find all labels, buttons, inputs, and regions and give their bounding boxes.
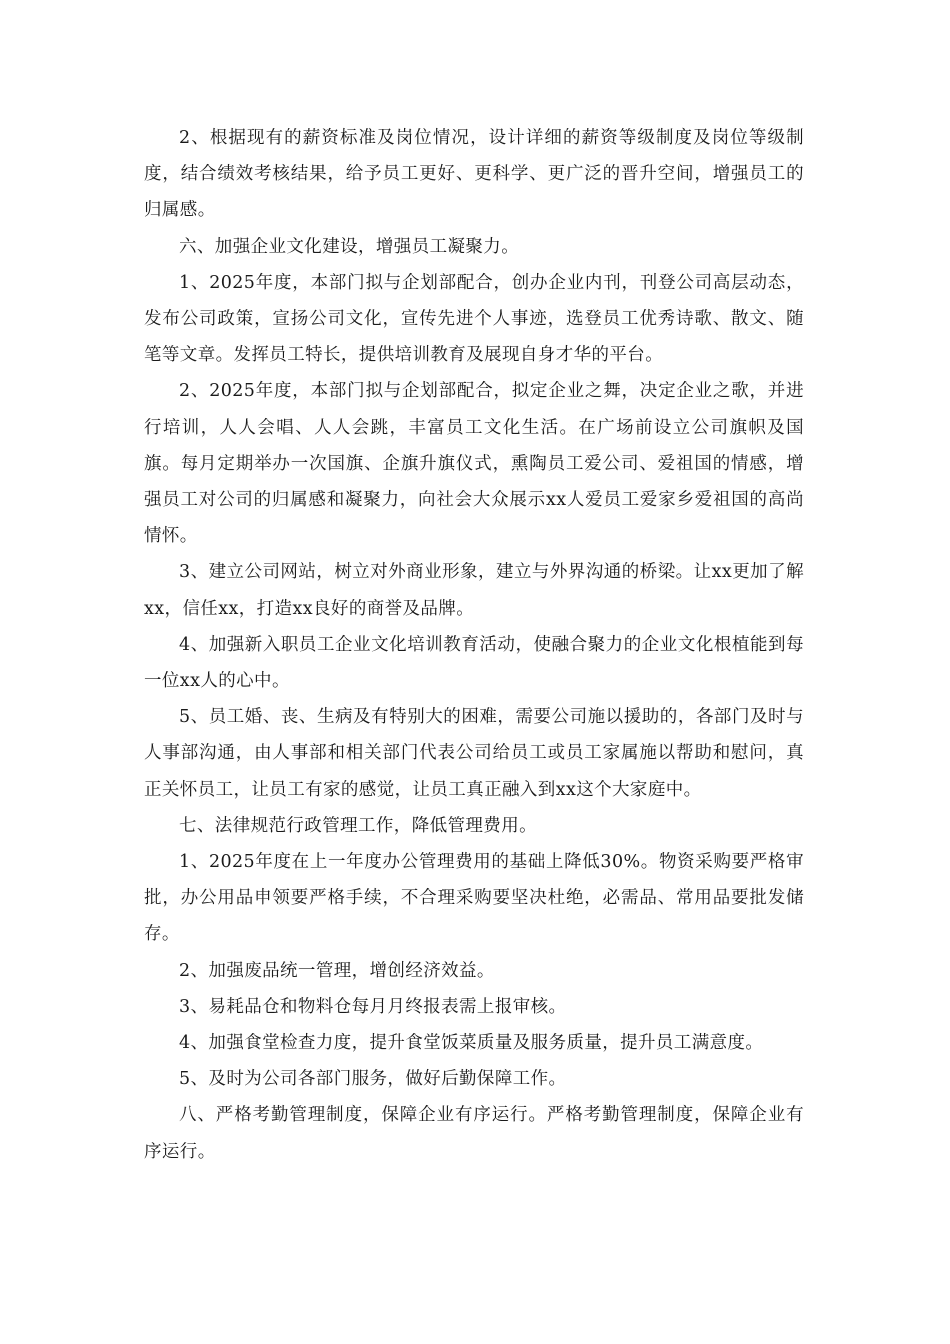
paragraph-employee-care: 5、员工婚、丧、生病及有特别大的困难，需要公司施以援助的，各部门及时与人事部沟通，由人事部和相关部门代表公司给员工或员工家属施以帮助和慰问，真正关怀员工，让员工有家的感觉，让员工真正融入到xx这个大家庭中。 (144, 707, 804, 800)
paragraph-warehouse-reports: 3、易耗品仓和物料仓每月月终报表需上报审核。 (179, 996, 567, 1017)
paragraph-logistics-service: 5、及时为公司各部门服务，做好后勤保障工作。 (179, 1069, 567, 1090)
paragraph-salary-grade: 2、根据现有的薪资标准及岗位情况，设计详细的薪资等级制度及岗位等级制度，结合绩效考核结果，给予员工更好、更科学、更广泛的晋升空间，增强员工的归属感。 (144, 128, 804, 221)
paragraph-reduce-costs: 1、2025年度在上一年度办公管理费用的基础上降低30%。物资采购要严格审批，办公用品申领要严格手续，不合理采购要坚决杜绝，必需品、常用品要批发储存。 (144, 852, 804, 945)
document-body (144, 120, 804, 1170)
heading-section-8: 八、严格考勤管理制度，保障企业有序运行。严格考勤管理制度，保障企业有序运行。 (144, 1105, 804, 1162)
paragraph-company-website: 3、建立公司网站，树立对外商业形象，建立与外界沟通的桥梁。让xx更加了解xx，信任xx，打造xx良好的商誉及品牌。 (144, 562, 804, 619)
paragraph-new-hire-training: 4、加强新入职员工企业文化培训教育活动，使融合聚力的企业文化根植能到每一位xx人的心中。 (144, 634, 804, 692)
heading-section-6: 六、加强企业文化建设，增强员工凝聚力。 (179, 236, 520, 257)
paragraph-company-song-dance: 2、2025年度，本部门拟与企划部配合，拟定企业之舞，决定企业之歌，并进行培训，人人会唱、人人会跳，丰富员工文化生活。在广场前设立公司旗帜及国旗。每月定期举办一次国旗、企旗升旗仪式，熏陶员工爱公司、爱祖国的情感，增强员工对公司的归属感和凝聚力，向社会大众展示xx人爱员工爱家乡爱祖国的高尚情怀。 (144, 381, 804, 547)
paragraph-waste-management: 2、加强废品统一管理，增创经济效益。 (179, 960, 495, 981)
paragraph-canteen-inspection: 4、加强食堂检查力度，提升食堂饭菜质量及服务质量，提升员工满意度。 (179, 1033, 764, 1054)
heading-section-7: 七、法律规范行政管理工作，降低管理费用。 (179, 815, 537, 836)
paragraph-internal-journal: 1、2025年度，本部门拟与企划部配合，创办企业内刊，刊登公司高层动态，发布公司政策，宣扬公司文化，宣传先进个人事迹，选登员工优秀诗歌、散文、随笔等文章。发挥员工特长，提供培训教育及展现自身才华的平台。 (144, 272, 804, 366)
